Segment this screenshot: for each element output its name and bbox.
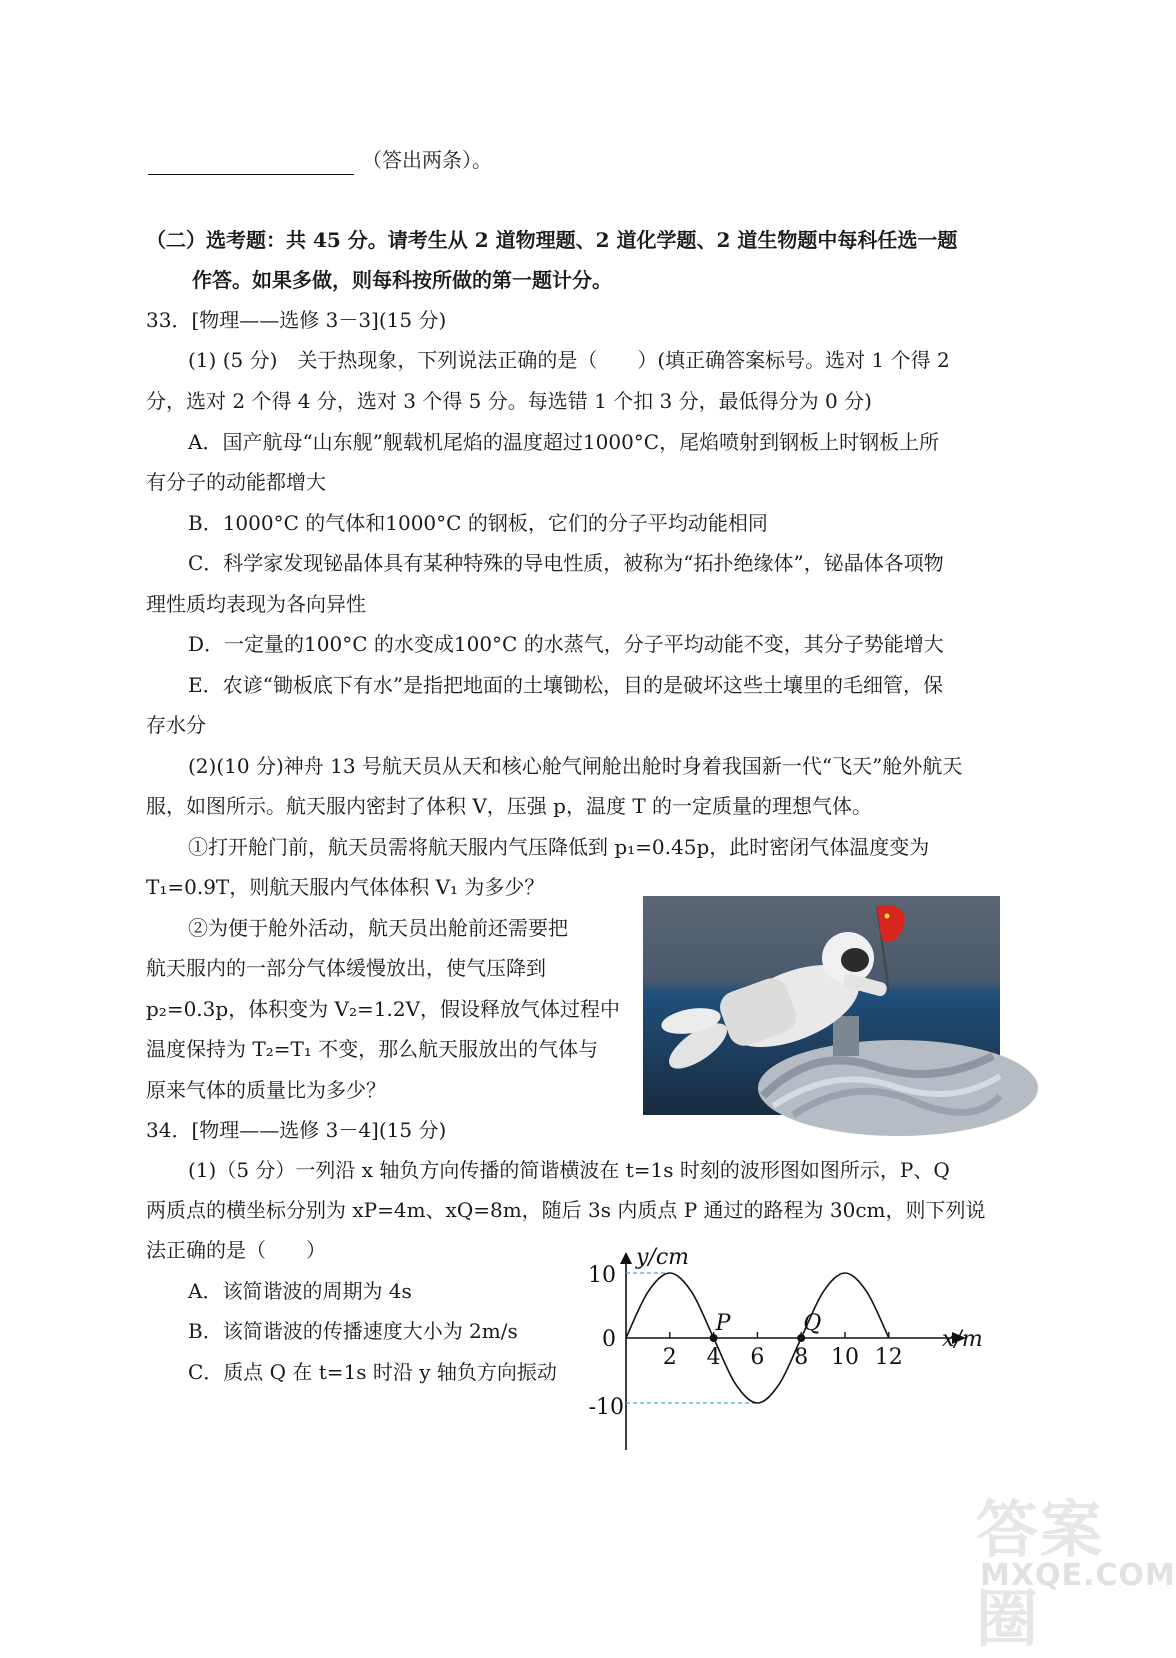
q33-option-e-line2: 存水分 — [146, 713, 206, 737]
q33-sub1-line1: ①打开舱门前，航天员需将航天服内气压降低到 p₁=0.45p，此时密闭气体温度变为 — [188, 835, 930, 859]
x-axis-label: x/m — [942, 1327, 983, 1352]
y-tick-neg10: -10 — [588, 1395, 624, 1420]
answer-blank-line — [148, 174, 354, 175]
q33-sub2-line4: 温度保持为 T₂=T₁ 不变，那么航天服放出的气体与 — [146, 1037, 599, 1061]
watermark-site-text: MXQE.COM — [980, 1558, 1176, 1593]
q34-option-b: B．该简谐波的传播速度大小为 2m/s — [188, 1319, 518, 1343]
x-tick-10: 10 — [831, 1345, 859, 1370]
q33-part1-stem-line2: 分，选对 2 个得 4 分，选对 3 个得 5 分。每选错 1 个扣 3 分，最低得分为 0 分) — [146, 389, 872, 413]
q33-sub2-line3: p₂=0.3p，体积变为 V₂=1.2V，假设释放气体过程中 — [146, 997, 621, 1021]
q33-option-e-line1: E．农谚“锄板底下有水”是指把地面的土壤锄松，目的是破坏这些土壤里的毛细管，保 — [188, 673, 944, 697]
x-tick-2: 2 — [662, 1345, 677, 1370]
q33-part2-line1: (2)(10 分)神舟 13 号航天员从天和核心舱气闸舱出舱时身着我国新一代“飞天”舱外航天 — [188, 754, 963, 778]
q33-sub2-line1: ②为便于舱外活动，航天员出舱前还需要把 — [188, 916, 568, 940]
point-label-q: Q — [803, 1311, 822, 1336]
q33-sub1-line2: T₁=0.9T，则航天服内气体体积 V₁ 为多少？ — [146, 875, 545, 899]
q34-stem-line2: 两质点的横坐标分别为 xP=4m、xQ=8m，随后 3s 内质点 P 通过的路程为 30cm，则下列说 — [146, 1198, 986, 1222]
q33-sub2-line5: 原来气体的质量比为多少？ — [146, 1078, 386, 1102]
y-axis-label: y/cm — [636, 1245, 690, 1270]
q34-stem-line1: (1)（5 分）一列沿 x 轴负方向传播的简谐横波在 t=1s 时刻的波形图如图所示，P、Q — [188, 1158, 950, 1182]
q33-option-b: B．1000°C 的气体和1000°C 的钢板，它们的分子平均动能相同 — [188, 511, 768, 535]
y-tick-10: 10 — [588, 1263, 616, 1288]
answer-hint: （答出两条）。 — [362, 148, 492, 172]
watermark — [976, 1480, 1176, 1655]
watermark-logo-text: 答案圈 — [976, 1493, 1105, 1655]
wave-graph — [580, 1245, 1020, 1452]
q33-option-c-line2: 理性质均表现为各向异性 — [146, 592, 366, 616]
q33-option-a-line1: A．国产航母“山东舰”舰载机尾焰的温度超过1000°C，尾焰喷射到钢板上时钢板上所 — [188, 430, 940, 454]
x-tick-12: 12 — [874, 1345, 903, 1370]
x-tick-8: 8 — [794, 1345, 809, 1370]
q34-option-c: C．质点 Q 在 t=1s 时沿 y 轴负方向振动 — [188, 1360, 557, 1384]
q33-part1-stem-line1: (1) (5 分) 关于热现象，下列说法正确的是（ ）(填正确答案标号。选对 1 个得 2 — [188, 348, 950, 372]
q33-header: 33．[物理——选修 3－3](15 分) — [146, 308, 447, 332]
x-tick-6: 6 — [750, 1345, 765, 1370]
q33-option-c-line1: C．科学家发现铋晶体具有某种特殊的导电性质，被称为“拓扑绝缘体”，铋晶体各项物 — [188, 551, 944, 575]
q34-header: 34．[物理——选修 3－4](15 分) — [146, 1118, 447, 1142]
y-tick-0: 0 — [602, 1327, 616, 1352]
x-tick-4: 4 — [706, 1345, 721, 1370]
section-heading-line2: 作答。如果多做，则每科按所做的第一题计分。 — [192, 268, 612, 292]
section-heading-line1: （二）选考题：共 45 分。请考生从 2 道物理题、2 道化学题、2 道生物题中每科任选一题 — [146, 228, 958, 252]
q33-option-d: D．一定量的100°C 的水变成100°C 的水蒸气，分子平均动能不变，其分子势能增大 — [188, 632, 944, 656]
point-label-p: P — [715, 1311, 731, 1336]
q34-stem-line3: 法正确的是（ ） — [146, 1238, 326, 1262]
y-axis-arrow — [620, 1252, 632, 1264]
q33-option-a-line2: 有分子的动能都增大 — [146, 470, 326, 494]
q34-option-a: A．该简谐波的周期为 4s — [188, 1279, 412, 1303]
q33-sub2-line2: 航天服内的一部分气体缓慢放出，使气压降到 — [146, 956, 546, 980]
q33-part2-line2: 服，如图所示。航天服内密封了体积 V，压强 p，温度 T 的一定质量的理想气体。 — [146, 794, 873, 818]
astronaut-photo — [643, 896, 1000, 1115]
